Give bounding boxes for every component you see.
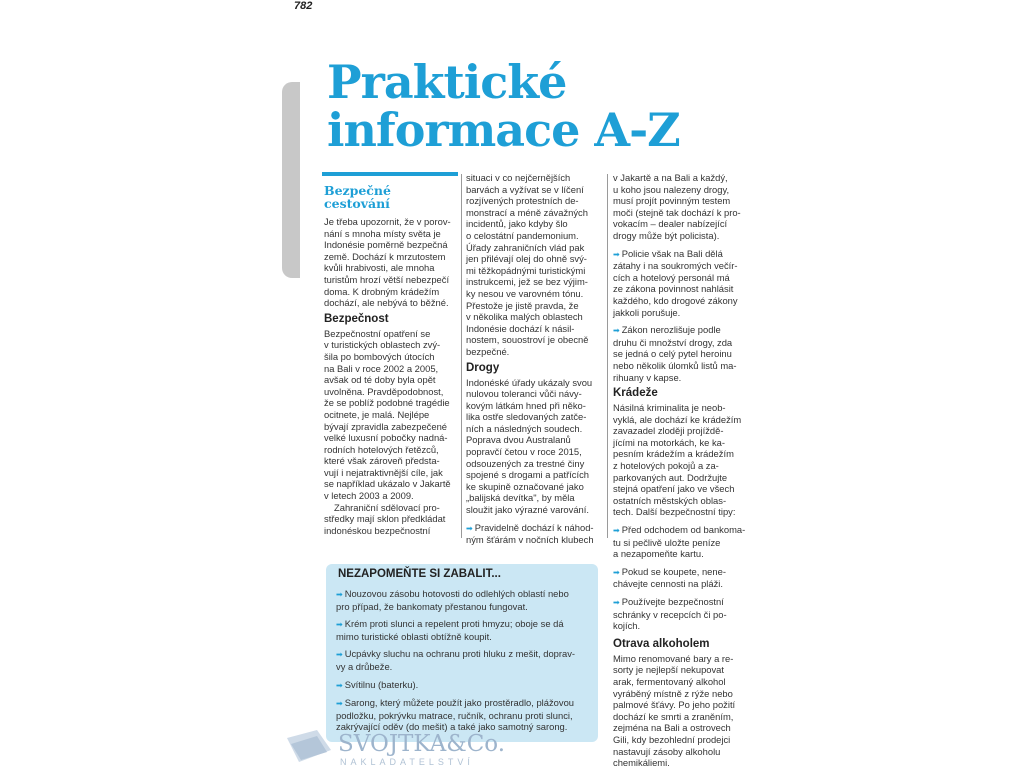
bullet-item [466,522,604,546]
column-divider-1 [461,174,462,538]
text-line: na Bali v roce 2002 a 2005, [324,362,439,374]
packing-list [336,588,594,739]
text-line: Používejte bezpečnostní [621,596,724,607]
bullet-item [613,248,749,319]
text-line: musí projít povinným testem [613,195,731,207]
text-line: Ucpávky sluchu na ochranu proti hluku z mešit, doprav- [344,648,576,660]
page-title [327,55,680,157]
text-line: nostem, souostroví je obecně [466,334,589,346]
column-divider-2 [607,174,608,538]
text-line: Úřady zahraničních vlád pak [466,241,585,253]
bullet-item [613,324,749,383]
publisher-logo-icon [287,730,331,768]
text-line: drogy může být policista). [613,229,720,241]
text-line: Indonésie dochází k násil- [466,322,575,334]
text-line: kvůli hrabivosti, ale mnoha [324,262,435,274]
drugs-paragraph [466,377,604,516]
text-line: dochází, ale nebývá to běžné. [324,297,449,309]
bullet-item [613,596,749,632]
text-line: Násilná kriminalita je neob- [613,402,726,414]
media-paragraph [324,502,455,537]
text-line: ke skupině označované jako [466,480,584,492]
arrow-icon: ➡ [336,650,343,660]
text-line: jakkoli porušuje. [613,306,681,318]
text-line: vy a drůbeže. [336,660,393,672]
text-line: Gili, kdy bezohlední prodejci [613,733,731,745]
text-line: bývají zpravidla zabezpečené [324,420,447,432]
text-line: rodních hotelových řetězců, [324,443,439,455]
text-line: lika ostře sledovaných zatče- [466,411,587,423]
text-line: indonéskou bezpečnostní [324,524,431,536]
text-line: v turistických oblastech zvý- [324,339,441,351]
list-item [336,679,594,692]
text-line: podložku, pokrývku matrace, ručník, ochranu proti slunci, [336,709,573,721]
text-line: zavazadel zloději projíždě- [613,425,724,437]
title-line-1: Praktické [327,55,567,109]
text-line: situaci v co nejčernějších [466,172,571,183]
text-line: pro případ, že bankomaty přestanou fungovat. [336,600,528,612]
arrow-icon: ➡ [336,699,343,709]
text-line: Je třeba upozornit, že v porov- [324,216,451,227]
arrow-icon: ➡ [613,598,620,607]
text-line: Poprava dvou Australanů [466,434,571,446]
text-line: ocitnete, je malá. Nejlépe [324,408,430,420]
text-line: že se poblíž podobné tragédie [324,397,450,409]
arrow-icon: ➡ [336,680,343,690]
text-line: Bezpečnostní opatření se [324,327,431,339]
text-line: ky nesou ve varovném tónu. [466,287,584,299]
section-tab-marker [282,82,300,278]
text-line: které však zároveň předsta- [324,455,440,467]
text-line: ným šťárám v nočních klubech [466,534,594,546]
text-line: turistům hrozí větší nebezpečí [324,273,450,285]
heading-alcohol-poisoning: Otrava alkoholem [613,637,710,650]
bullet-item [613,524,749,560]
arrow-icon: ➡ [613,567,620,577]
text-line: v letech 2003 a 2009. [324,490,414,502]
text-line: Zákon nerozlišuje podle [621,324,721,336]
arrow-icon: ➡ [613,326,620,336]
heading-security: Bezpečnost [324,312,389,325]
heading-line: cestování [324,196,390,211]
text-line: kovým látkám hned při něko- [466,399,586,411]
text-line: velké luxusní pobočky nadná- [324,432,448,444]
arrow-icon: ➡ [613,249,620,259]
text-line: Krém proti slunci a repelent proti hmyzu; oboje se dá [344,618,564,630]
list-item [336,588,594,612]
text-line: ostatních městských oblas- [613,494,727,506]
text-line: Svítilnu (baterku). [344,678,419,690]
text-line: uvolněna. Pravděpodobnost, [324,385,444,397]
text-line: vokacím – dealer nabízející [613,218,728,230]
text-line: rozjívených protestních de- [466,195,579,207]
text-line: sloužit jako výrazné varování. [466,504,589,516]
text-line: nebo několik úlomků listů ma- [613,359,737,371]
publisher-logo-subtitle: NAKLADATELSTVÍ [340,757,474,767]
text-line: Policie však na Bali dělá [621,247,723,259]
text-line: instrukcemi, jež se bez výjim- [466,276,588,288]
text-line: kojích. [613,620,641,632]
text-line: moči (stejně tak dochází k pro- [613,206,741,218]
text-line: středky mají sklon předkládat [324,513,446,525]
text-line: o celostátní pandemonium. [466,229,579,241]
text-line: sorty je nejlepší nekupovat [613,664,725,676]
arrow-icon: ➡ [336,590,343,599]
text-line: Pokud se koupete, nene- [621,565,726,577]
text-line: vují i nejatraktivnější cíle, jak [324,466,443,478]
text-line: tu si pečlivě uložte peníze [613,536,721,548]
arrow-icon: ➡ [466,523,473,533]
text-line: Přestože je jistě pravda, že [466,299,579,311]
text-line: odsouzených za trestné činy [466,457,585,469]
media-paragraph-cont [466,172,604,358]
text-line: země. Dochází k mrzutostem [324,250,446,262]
text-line: vyklá, ale dochází ke krádežím [613,413,742,425]
packing-box-title: NEZAPOMEŇTE SI ZABALIT... [338,568,501,580]
alcohol-paragraph [613,653,749,769]
text-line: „balijská devítka", by měla [466,492,575,504]
text-line: v několika malých oblastech [466,311,583,323]
arrow-icon: ➡ [336,620,343,630]
heading-line: Bezpečné [324,183,391,198]
intro-paragraph [324,216,455,309]
text-line: mi těžkopádnými turistickými [466,264,586,276]
text-line: stejná opatření jako ve všech [613,483,735,495]
text-line: avšak od té doby byla opět [324,374,436,386]
text-line: jícími na motorkách, ke ka- [613,436,726,448]
text-line: bezpečné. [466,345,510,357]
text-line: zejména na Bali a ostrovech [613,722,731,734]
text-line: v Jakartě a na Bali a každý, [613,172,728,183]
text-line: mimo turistické oblasti obtížně koupit. [336,630,492,642]
list-item [336,618,594,642]
text-line: cích a hotelový personál má [613,271,730,283]
text-line: rihuany v kapse. [613,371,682,383]
security-paragraph [324,328,455,502]
text-line: jen přilévají olej do ohně svý- [466,253,587,265]
title-line-2: informace A-Z [327,103,680,157]
arrow-icon: ➡ [613,526,620,536]
text-line: Pravidelně dochází k náhod- [474,521,594,533]
text-line: se jedná o celý pytel heroinu [613,348,732,360]
text-line: spojené s drogami a patřících [466,469,589,481]
heading-theft: Krádeže [613,387,658,400]
heading-drugs: Drogy [466,361,500,374]
text-line: Indonésie poměrně bezpečná [324,239,448,251]
list-item [336,648,594,672]
text-line: chávejte cennosti na pláži. [613,578,723,590]
text-line: barvách a vyžívat se v líčení [466,183,584,195]
text-line: u koho jsou nalezeny drogy, [613,183,730,195]
section-heading-safe-travel [324,184,455,210]
text-line: zátahy i na soukromých večír- [613,260,738,272]
text-line: šila po bombových útocích [324,350,435,362]
text-line: dochází ke smrti a zraněním, [613,710,734,722]
drugs-paragraph-cont [613,172,749,242]
text-line: Zahraniční sdělovací pro- [334,501,440,513]
text-line: nání s mnoha místy světa je [324,227,441,239]
column-3 [613,172,749,769]
text-line: monstrací a méně závažných [466,206,588,218]
column-1 [324,182,455,536]
bullet-item [613,566,749,590]
text-line: popravčí četou v roce 2015, [466,446,582,458]
text-line: zakrývající oděv (do mešit) a také jako samotný sarong. [336,721,568,733]
text-line: parkovaných aut. Dodržujte [613,471,728,483]
title-rule [322,172,458,176]
publisher-logo-text: SVOJTKA&Co. [338,731,506,757]
text-line: incidentů, jako kdyby šlo [466,218,568,230]
text-line: Indonéské úřady ukázaly svou [466,376,593,388]
text-line: nastavují zásoby alkoholu [613,745,721,757]
text-line: a nezapomeňte kartu. [613,548,704,560]
text-line: z hotelových pokojů a za- [613,460,719,472]
text-line: pesním krádežím a krádežím [613,448,734,460]
theft-paragraph [613,402,749,518]
page-number: 782 [294,0,313,12]
text-line: nulovou toleranci vůči návy- [466,388,582,400]
text-line: schránky v recepcích či po- [613,608,727,620]
text-line: Před odchodem od bankoma- [621,524,746,536]
text-line: chemikáliemi. [613,757,670,769]
text-line: palmové šťávy. Po jeho požití [613,699,736,711]
text-line: se například ukázalo v Jakartě [324,478,451,490]
text-line: ze zákona povinnost nahlásit [613,283,734,295]
text-line: Mimo renomované bary a re- [613,652,734,664]
text-line: doma. K drobným krádežím [324,285,440,297]
column-2 [466,172,604,546]
text-line: ních a následných soudech. [466,422,583,434]
text-line: každého, kdo drogové zákony [613,294,738,306]
text-line: tech. Další bezpečnostní tipy: [613,506,736,518]
text-line: Nouzovou zásobu hotovosti do odlehlých oblastí nebo [344,588,569,599]
text-line: druhu či množství drogy, zda [613,336,733,348]
list-item [336,697,594,733]
text-line: vyráběný místně z rýže nebo [613,687,733,699]
text-line: arak, fermentovaný alkohol [613,675,726,687]
text-line: Sarong, který můžete použít jako prostěradlo, plážovou [344,697,574,709]
